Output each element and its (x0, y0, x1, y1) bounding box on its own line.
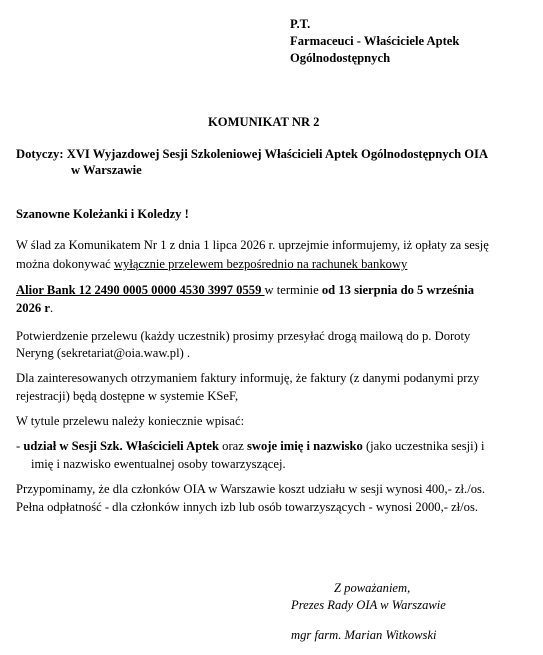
paragraph-3-line-2: rejestracji) będą dostępne w systemie KSeF, (16, 389, 239, 403)
bank-line-1 (16, 282, 474, 298)
paragraph-3-line-1: Dla zainteresowanych otrzymaniem faktury informuję, że faktury (z danymi podanymi przy (16, 371, 480, 385)
addressee-line-2: Farmaceuci - Właściciele Aptek (290, 34, 460, 48)
subject-label: Dotyczy: (16, 147, 64, 161)
bullet-part-2: oraz (219, 439, 247, 453)
payment-year-dot: . (49, 301, 54, 315)
payment-year: 2026 r (16, 301, 50, 315)
bullet-part-1: udział w Sesji Szk. Właścicieli Aptek (23, 439, 220, 453)
subject-line-2: w Warszawie (71, 163, 142, 177)
transfer-only-notice: wyłącznie przelewem bezpośrednio na rachunek bankowy (113, 257, 408, 271)
bullet-line-1 (16, 438, 485, 454)
closing-title: Prezes Rady OIA w Warszawie (291, 598, 446, 612)
bank-account: Alior Bank 12 2490 0005 0000 4530 3997 0559 (16, 283, 265, 297)
bank-term-label: w terminie (264, 283, 322, 297)
document-title: KOMUNIKAT NR 2 (208, 115, 320, 129)
paragraph-2-line-1: Potwierdzenie przelewu (każdy uczestnik) prosimy przesyłać drogą mailową do p. Doroty (16, 329, 471, 343)
subject-line-1 (16, 146, 488, 162)
paragraph-1-line-2 (16, 256, 407, 272)
signature-name: mgr farm. Marian Witkowski (291, 628, 437, 642)
paragraph-2-line-2: Neryng (sekretariat@oia.waw.pl) . (16, 346, 191, 360)
bullet-part-3: swoje imię i nazwisko (247, 439, 363, 453)
paragraph-1-prefix: można dokonywać (16, 257, 114, 271)
paragraph-5-line-2: Pełna odpłatność - dla członków innych izb lub osób towarzyszących - wynosi 2000,- zł/os. (16, 500, 479, 514)
addressee-line-3: Ogólnodostępnych (290, 51, 391, 65)
subject-text-1: XVI Wyjazdowej Sesji Szkoleniowej Właścicieli Aptek Ogólnodostępnych OIA (66, 147, 489, 161)
paragraph-1-line-1: W ślad za Komunikatem Nr 1 z dnia 1 lipca 2026 r. uprzejmie informujemy, iż opłaty za sesję (16, 238, 489, 252)
paragraph-4: W tytule przelewu należy koniecznie wpisać: (16, 414, 245, 428)
greeting: Szanowne Koleżanki i Koledzy ! (16, 207, 189, 221)
addressee-line-1: P.T. (290, 17, 311, 31)
closing-salutation: Z poważaniem, (334, 581, 411, 595)
bullet-part-4: (jako uczestnika sesji) i (362, 439, 485, 453)
payment-deadline: od 13 sierpnia do 5 września (321, 283, 475, 297)
bank-line-2 (16, 300, 53, 316)
paragraph-5-line-1: Przypominamy, że dla członków OIA w Warszawie koszt udziału w sesji wynosi 400,- zł./os. (16, 482, 486, 496)
bullet-dash: - (16, 439, 24, 453)
bullet-line-2: imię i nazwisko ewentualnej osoby towarzyszącej. (31, 457, 286, 471)
